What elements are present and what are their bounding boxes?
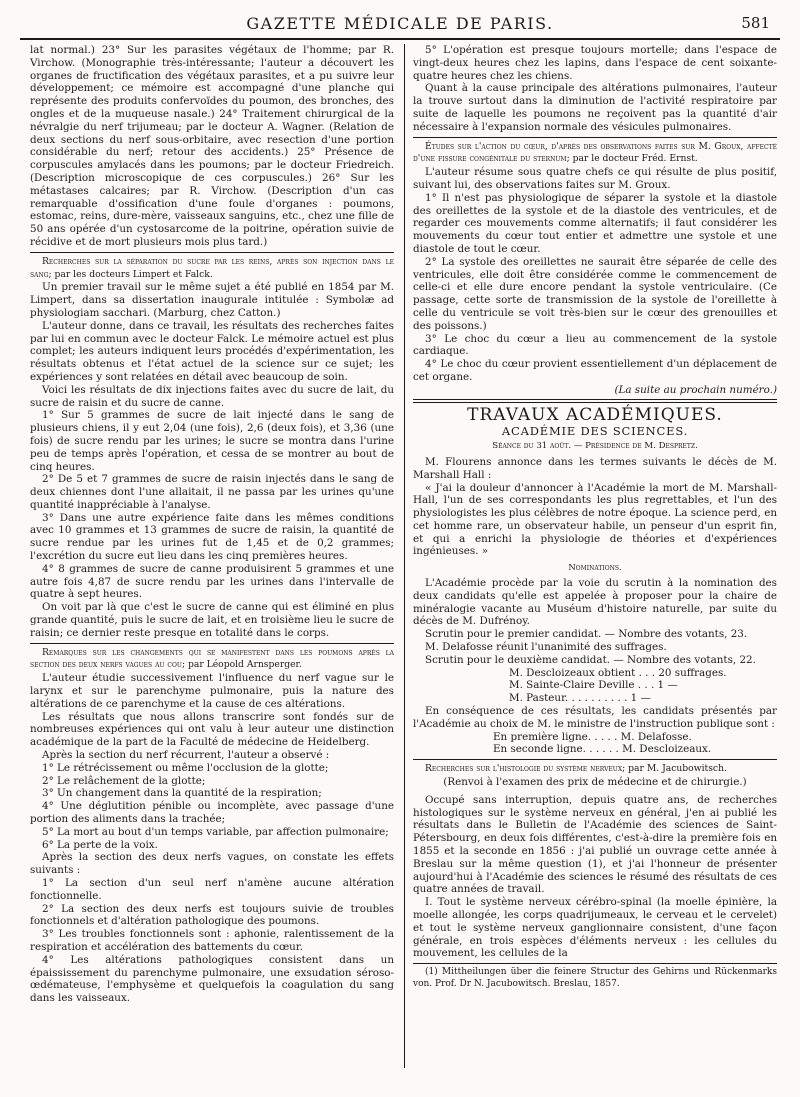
section-heading-authors: ; par M. Jacubowitsch. <box>622 763 727 775</box>
list-item: 2° Le relâchement de la glotte; <box>42 774 206 787</box>
paragraph: L'auteur donne, dans ce travail, les résultats des recherches faites par lui en commun avec le docteur Falck. Le mémoire actuel est plus complet; les auteurs indiquent leurs procédés d'expérimentation, les résultats obtenus et l'état actuel de la science sur ce sujet; les expériences y sont relatées en détail avec beaucoup de soin. <box>30 319 394 383</box>
paragraph: En conséquence de ces résultats, les candidats présentés par l'Académie au choix de M. le ministre de l'instruction publique sont : <box>413 705 777 730</box>
vote-line: Scrutin pour le premier candidat. — Nombre des votants, 23. <box>425 628 748 641</box>
section-rule <box>30 643 394 644</box>
paragraph: L'auteur résume sous quatre chefs ce qui résulte de plus positif, suivant lui, des observations faites sur M. Groux. <box>413 166 777 191</box>
vote-row: M. Descloizeaux obtient . . . 20 suffrages. <box>509 666 727 679</box>
candidate-line: En seconde ligne. . . . . . M. Descloizeaux. <box>493 743 712 756</box>
section-heading-title: Recherches sur l'histologie du système nerveux <box>425 763 623 775</box>
list-item: 4° Le choc du cœur provient essentiellement d'un déplacement de cet organe. <box>413 358 777 383</box>
paragraph: Un premier travail sur le même sujet a été publié en 1854 par M. Limpert, dans sa dissertation inaugurale intitulée : Symbolæ ad physiologiam sacchari. (Marburg, chez Catton.) <box>30 281 394 319</box>
section-rule <box>413 402 777 403</box>
column-divider <box>404 44 405 1068</box>
section-heading <box>413 141 777 167</box>
subheading: Nominations. <box>568 562 622 573</box>
list-item: 3° Un changement dans la quantité de la respiration; <box>42 787 322 800</box>
journal-title: GAZETTE MÉDICALE DE PARIS. <box>246 14 554 33</box>
paragraph: M. Flourens annonce dans les termes suivants le décès de M. Marshall Hall : <box>413 455 777 481</box>
right-column <box>413 44 777 990</box>
vote-line: Scrutin pour le deuxième candidat. — Nombre des votants, 22. <box>425 653 756 666</box>
paragraph: Les résultats que nous allons transcrire sont fondés sur de nombreuses expériences qui ont valu à leur auteur une distinction académique de la part de la Faculté de médecine de Heidelberg. <box>30 710 394 749</box>
paragraph: 4° 8 grammes de sucre de canne produisirent 5 grammes et une autre fois 4,87 de sucre rendu par les urines dans l'intervalle de quatre à sept heures. <box>30 562 394 601</box>
paragraph: 2° De 5 et 7 grammes de sucre de raisin injectés dans le sang de deux chiennes dont l'une allaitait, il ne passa par les urines qu'une quantité inappréciable à l'analyse. <box>30 473 394 511</box>
list-item: 1° Il n'est pas physiologique de séparer la systole et la diastole des oreillettes de la systole et de la diastole des ventricules, et de regarder ces mouvements comme alternatifs; il faut considérer les mouvements du cœur tout entier et admettre une systole et une diastole de tout le cœur. <box>413 191 777 255</box>
continuation-note <box>413 384 777 397</box>
section-heading-title: Remarques sur les changements qui se manifestent dans les poumons après la section des deux nerfs vagues au cou <box>30 646 394 671</box>
vote-row: M. Pasteur. . . . . . . . . . 1 — <box>509 692 651 705</box>
candidate-line: En première ligne. . . . . M. Delafosse. <box>493 730 692 743</box>
section-heading <box>30 256 394 282</box>
paragraph: 5° L'opération est presque toujours mortelle; dans l'espace de vingt-deux heures chez les lapins, dans l'espace de cent soixante-quatre heures chez les chiens. <box>413 44 777 82</box>
list-item: 6° La perte de la voix. <box>42 838 158 851</box>
section-heading-authors: ; par Léopold Arnsperger. <box>181 659 302 671</box>
paragraph: On voit par là que c'est le sucre de canne qui est éliminé en plus grande quantité, puis le sucre de lait, et en troisième lieu le sucre de raisin; ce dernier reste presque en totalité dans le corps. <box>30 601 394 639</box>
list-item: 3° Le choc du cœur a lieu au commencement de la systole cardiaque. <box>413 332 777 358</box>
page-header <box>0 0 800 40</box>
paragraph: Après la section du nerf récurrent, l'auteur a observé : <box>42 749 330 762</box>
list-item: 5° La mort au bout d'un temps variable, par affection pulmonaire; <box>42 825 389 838</box>
section-heading-authors: ; par le docteur Fréd. Ernst. <box>566 153 698 165</box>
footnote: (1) Mittheilungen über die feinere Structur des Gehirns und Rückenmarks von. Prof. Dr N. Jacubowitsch. Breslau, 1857. <box>413 967 777 989</box>
section-heading <box>413 763 777 776</box>
list-item: 1° Le rétrécissement ou même l'occlusion de la glotte; <box>42 761 329 774</box>
list-item: 2° La section des deux nerfs est toujours suivie de troubles fonctionnels et d'altération pathologique des poumons. <box>30 902 394 928</box>
list-item: 1° La section d'un seul nerf n'amène aucune altération fonctionnelle. <box>30 877 394 902</box>
footnote-rule <box>413 963 777 964</box>
section-rule <box>413 399 777 400</box>
section-heading-title: Études sur l'action du cœur, d'après des observations faites sur M. Groux, affecté d'une fissure congénitale du sternum <box>413 140 777 165</box>
quotation: « J'ai la douleur d'annoncer à l'Académie la mort de M. Marshall-Hall, l'un de ses correspondants les plus regrettables, et l'un des physiologistes les plus célèbres de notre époque. La science perd, en cet homme rare, un observateur habile, un penseur d'un esprit fin, et qui a enrichi la physiologie de théories et d'expériences ingénieuses. » <box>413 481 777 558</box>
paragraph: Voici les résultats de dix injections faites avec du sucre de lait, du sucre de raisin et du sucre de canne. <box>30 383 394 409</box>
section-heading <box>30 647 394 673</box>
paragraph: Occupé sans interruption, depuis quatre ans, de recherches histologiques sur le système nerveux en général, j'en ai publié les résultats dans le Bulletin de l'Académie des sciences de Saint-Pétersbourg, en deux fois différentes, c'est-à-dire la première fois en 1855 et la seconde en 1856 : j'ai publié un ouvrage cette année à Breslau sur la même question (1), et j'ai l'honneur de présenter aujourd'hui à l'Académie des sciences le résumé des résultats de ces quatre années de travail. <box>413 793 777 896</box>
paragraph: I. Tout le système nerveux cérébro-spinal (la moelle épinière, la moelle allongée, les corps quadrijumeaux, le cerveau et le cervelet) et tout le système nerveux ganglionnaire consistent, d'une façon générale, en trois espèces d'éléments nerveux : les cellules du mouvement, les cellules de la <box>413 896 777 960</box>
section-heading-authors: ; par les docteurs Limpert et Falck. <box>48 268 213 280</box>
vote-line: M. Delafosse réunit l'unanimité des suffrages. <box>425 641 667 654</box>
section-rule <box>413 137 777 138</box>
paragraph: 1° Sur 5 grammes de sucre de lait injecté dans le sang de plusieurs chiens, il y eut 2,04 (une fois), 2,6 (deux fois), et 3,36 (une fois) de sucre rendu par les urines; le sucre se montra dans l'urine peu de temps après l'opération, et cessa de se montrer au bout de cinq heures. <box>30 409 394 473</box>
left-column <box>30 44 394 1005</box>
header-rule <box>20 38 780 40</box>
session-date: Séance du 31 août. — Présidence de M. Despretz. <box>492 441 698 452</box>
paragraph: L'Académie procède par la voie du scrutin à la nomination des deux candidats qu'elle est appelée à proposer pour la chaire de minéralogie vacante au Muséum d'histoire naturelle, par suite du décès de M. Dufrénoy. <box>413 577 777 628</box>
section-heading-title: Recherches sur la séparation du sucre par les reins, après son injection dans le sang <box>30 255 394 280</box>
paragraph: Après la section des deux nerfs vagues, on constate les effets suivants : <box>30 851 394 877</box>
paragraph: 3° Dans une autre expérience faite dans les mêmes conditions avec 10 grammes et 13 grammes de sucre de raisin, la quantité de sucre rendue par les urines fut de 1,45 et de 0,2 grammes; l'excrétion du sucre eut lieu dans les cinq premières heures. <box>30 511 394 563</box>
list-item: 2° La systole des oreillettes ne saurait être séparée de celle des ventricules, elle doit être considérée comme le commencement de celle-ci et elle dure encore pendant la systole ventriculaire. (Ce passage, cette sorte de transmission de la systole de l'oreillette à celle du ventricule se voit très-bien sur le cœur des grenouilles et des poissons.) <box>413 255 777 332</box>
academy-title: ACADÉMIE DES SCIENCES. <box>501 424 689 439</box>
section-rule <box>413 759 777 760</box>
paragraph: Quant à la cause principale des altérations pulmonaires, l'auteur la trouve surtout dans la diminution de l'activité respiratoire par suite de laquelle les poumons ne reçoivent pas la quantité d'air nécessaire à l'expansion normale des vésicules pulmonaires. <box>413 82 777 133</box>
list-item: 4° Une déglutition pénible ou incomplète, avec passage d'une portion des aliments dans la trachée; <box>30 800 394 826</box>
list-item: 4° Les altérations pathologiques consistent dans un épaississement du parenchyme pulmonaire, une exsudation séroso-œdémateuse, l'emphysème et quelquefois la coagulation du sang dans les vaisseaux. <box>30 953 394 1005</box>
vote-row: M. Sainte-Claire Deville . . . 1 — <box>509 679 678 692</box>
section-title: TRAVAUX ACADÉMIQUES. <box>467 404 723 425</box>
referral-note: (Renvoi à l'examen des prix de médecine et de chirurgie.) <box>443 776 747 789</box>
list-item: 3° Les troubles fonctionnels sont : aphonie, ralentissement de la respiration et accélération des battements du cœur. <box>30 928 394 953</box>
continuation-note-text: (La suite au prochain numéro.) <box>614 383 777 396</box>
page-number: 581 <box>741 14 770 32</box>
paragraph: L'auteur étudie successivement l'influence du nerf vague sur le larynx et sur le parenchyme pulmonaire, puis la nature des altérations de ce parenchyme et la cause de ces altérations. <box>30 672 394 710</box>
paragraph: lat normal.) 23° Sur les parasites végétaux de l'homme; par R. Virchow. (Monographie très-intéressante; l'auteur a découvert les organes de fructification des végétaux parasites, et a pu suivre leur développement; ce mémoire est accompagné d'une planche qui représente des produits confervoïdes du poumon, des bronches, des ongles et de la muqueuse nasale.) 24° Traitement chirurgical de la névralgie du nerf trijumeau; par le docteur A. Wagner. (Relation de deux sections du nerf sous-orbitaire, avec resection d'une portion considérable du nerf; retour des accidents.) 25° Présence de corpuscules amylacés dans les poumons; par le docteur Friedreich. (Description microscopique de ces corpuscules.) 26° Sur les métastases calcaires; par R. Virchow. (Description d'un cas remarquable d'ossification d'une foule d'organes : poumons, estomac, reins, dure-mère, vaisseaux sanguins, etc., chez une fille de 50 ans opérée d'un cystosarcome de la poitrine, opération suivie de récidive et de mort plusieurs mois plus tard.) <box>30 44 394 248</box>
section-rule <box>30 252 394 253</box>
